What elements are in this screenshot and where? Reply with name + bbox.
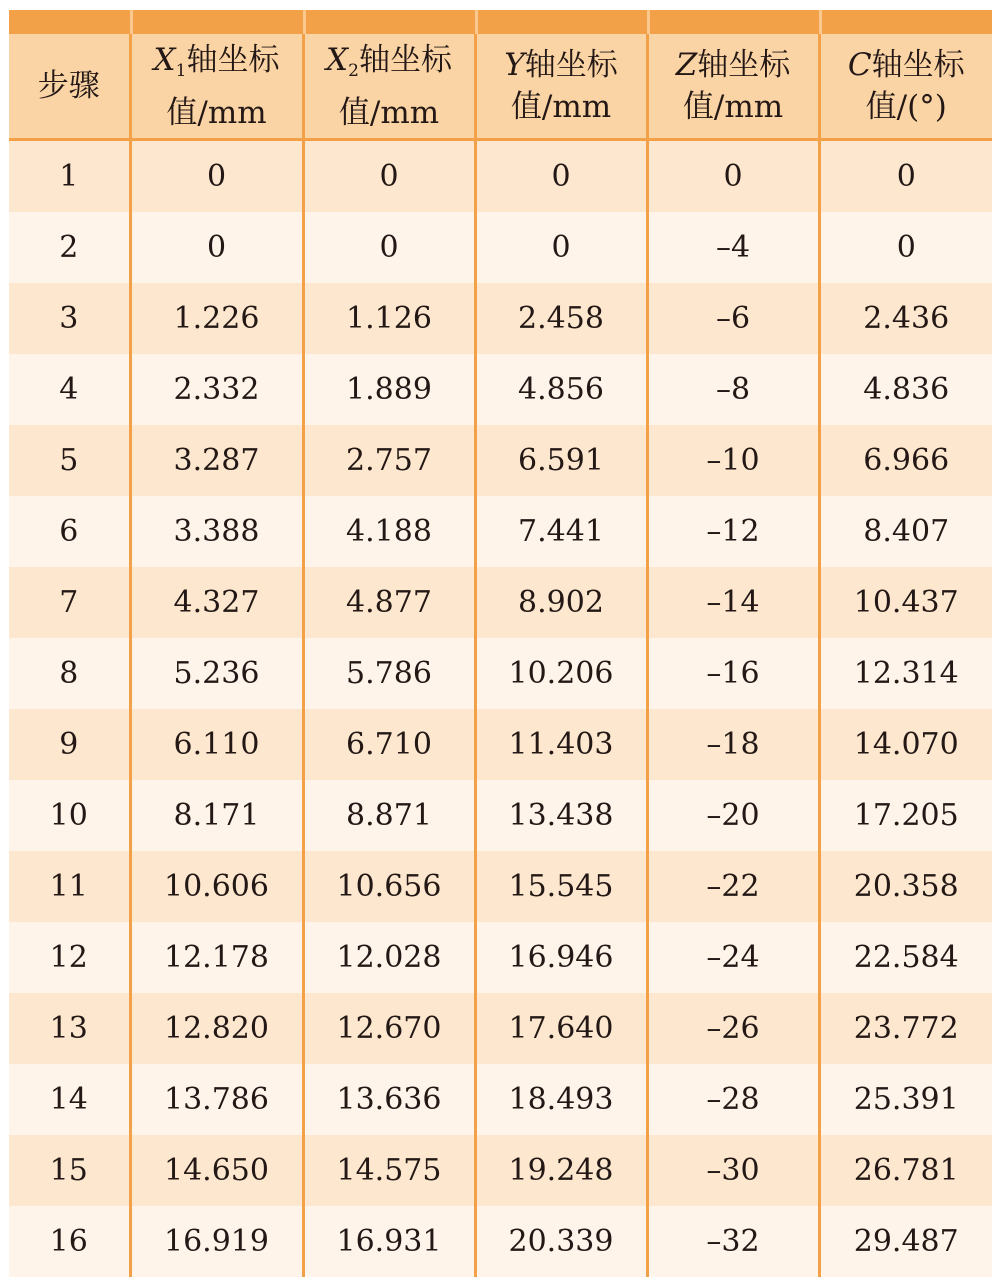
z-cell: –16: [647, 638, 819, 709]
x2-cell: 4.188: [303, 496, 475, 567]
header-x2-var: X: [326, 41, 349, 78]
header-x2-text: 轴坐标: [358, 41, 452, 78]
x2-cell: 10.656: [303, 851, 475, 922]
y-cell: 13.438: [475, 780, 647, 851]
table-row: [9, 1206, 992, 1277]
z-cell: –18: [647, 709, 819, 780]
z-cell: –22: [647, 851, 819, 922]
z-cell: 0: [647, 140, 819, 213]
z-cell: –6: [647, 283, 819, 354]
header-c-unit: 值/(°): [865, 89, 947, 125]
header-c-line1: [821, 44, 993, 86]
z-cell: –14: [647, 567, 819, 638]
x1-cell: 12.820: [130, 993, 303, 1064]
top-band-cell: [130, 10, 303, 34]
top-band-cell: [819, 10, 992, 34]
header-x2: [303, 34, 475, 140]
step-cell: 8: [9, 638, 130, 709]
z-cell: –4: [647, 212, 819, 283]
y-cell: 18.493: [475, 1064, 647, 1135]
y-cell: 8.902: [475, 567, 647, 638]
header-x1-sub: 1: [175, 60, 187, 81]
x1-cell: 1.226: [130, 283, 303, 354]
c-cell: 20.358: [819, 851, 992, 922]
c-cell: 12.314: [819, 638, 992, 709]
step-cell: 1: [9, 140, 130, 213]
table-row: [9, 709, 992, 780]
c-cell: 29.487: [819, 1206, 992, 1277]
step-cell: 11: [9, 851, 130, 922]
step-cell: 3: [9, 283, 130, 354]
table-row: [9, 922, 992, 993]
x1-cell: 3.388: [130, 496, 303, 567]
x1-cell: 13.786: [130, 1064, 303, 1135]
z-cell: –24: [647, 922, 819, 993]
header-z-var: Z: [675, 47, 698, 83]
x2-cell: 12.670: [303, 993, 475, 1064]
x2-cell: 12.028: [303, 922, 475, 993]
header-y-var: Y: [504, 47, 525, 83]
step-cell: 6: [9, 496, 130, 567]
c-cell: 2.436: [819, 283, 992, 354]
x1-cell: 3.287: [130, 425, 303, 496]
z-cell: –12: [647, 496, 819, 567]
step-cell: 10: [9, 780, 130, 851]
header-z: [647, 34, 819, 140]
table-row: [9, 140, 992, 213]
header-c-var: C: [847, 47, 872, 83]
y-cell: 17.640: [475, 993, 647, 1064]
x2-cell: 13.636: [303, 1064, 475, 1135]
x1-cell: 12.178: [130, 922, 303, 993]
table-row: [9, 780, 992, 851]
header-x2-sub: 2: [348, 60, 359, 81]
y-cell: 16.946: [475, 922, 647, 993]
z-cell: –30: [647, 1135, 819, 1206]
table-row: [9, 638, 992, 709]
step-cell: 15: [9, 1135, 130, 1206]
table-row: [9, 283, 992, 354]
step-cell: 16: [9, 1206, 130, 1277]
step-cell: 9: [9, 709, 130, 780]
x1-cell: 0: [130, 212, 303, 283]
y-cell: 19.248: [475, 1135, 647, 1206]
table-top-band: [9, 10, 992, 34]
c-cell: 0: [819, 140, 992, 213]
x1-cell: 14.650: [130, 1135, 303, 1206]
c-cell: 22.584: [819, 922, 992, 993]
header-x1-var: X: [153, 41, 176, 78]
top-band-cell: [9, 10, 130, 34]
header-x2-line1: [305, 39, 474, 92]
coordinate-table: [9, 34, 992, 1277]
y-cell: 2.458: [475, 283, 647, 354]
table-body: [9, 140, 992, 1278]
c-cell: 10.437: [819, 567, 992, 638]
x2-cell: 6.710: [303, 709, 475, 780]
table-row: [9, 1135, 992, 1206]
step-cell: 5: [9, 425, 130, 496]
c-cell: 8.407: [819, 496, 992, 567]
top-band-cell: [647, 10, 819, 34]
step-cell: 4: [9, 354, 130, 425]
x1-cell: 5.236: [130, 638, 303, 709]
c-cell: 4.836: [819, 354, 992, 425]
x1-cell: 4.327: [130, 567, 303, 638]
y-cell: 4.856: [475, 354, 647, 425]
x1-cell: 10.606: [130, 851, 303, 922]
header-z-line1: [649, 44, 818, 86]
header-row: [9, 34, 992, 140]
step-cell: 7: [9, 567, 130, 638]
c-cell: 26.781: [819, 1135, 992, 1206]
header-x2-unit: 值/mm: [338, 94, 440, 131]
table-row: [9, 851, 992, 922]
header-c-text: 轴坐标: [871, 47, 965, 83]
y-cell: 15.545: [475, 851, 647, 922]
x2-cell: 8.871: [303, 780, 475, 851]
top-band-cell: [475, 10, 647, 34]
step-cell: 2: [9, 212, 130, 283]
header-x1-line1: [132, 39, 302, 92]
header-c: [819, 34, 992, 140]
x1-cell: 0: [130, 140, 303, 213]
c-cell: 25.391: [819, 1064, 992, 1135]
header-y-line1: [477, 44, 646, 86]
y-cell: 0: [475, 212, 647, 283]
header-x1: [130, 34, 303, 140]
z-cell: –10: [647, 425, 819, 496]
x1-cell: 6.110: [130, 709, 303, 780]
header-y: [475, 34, 647, 140]
table-row: [9, 993, 992, 1064]
step-cell: 14: [9, 1064, 130, 1135]
header-z-text: 轴坐标: [697, 47, 791, 83]
z-cell: –26: [647, 993, 819, 1064]
table-row: [9, 1064, 992, 1135]
step-cell: 12: [9, 922, 130, 993]
x2-cell: 0: [303, 140, 475, 213]
table-row: [9, 354, 992, 425]
step-cell: 13: [9, 993, 130, 1064]
x2-cell: 1.889: [303, 354, 475, 425]
x2-cell: 0: [303, 212, 475, 283]
table-row: [9, 425, 992, 496]
x2-cell: 14.575: [303, 1135, 475, 1206]
z-cell: –32: [647, 1206, 819, 1277]
y-cell: 10.206: [475, 638, 647, 709]
x2-cell: 16.931: [303, 1206, 475, 1277]
y-cell: 20.339: [475, 1206, 647, 1277]
c-cell: 0: [819, 212, 992, 283]
table-header: [9, 34, 992, 140]
x2-cell: 2.757: [303, 425, 475, 496]
header-y-text: 轴坐标: [524, 47, 618, 83]
c-cell: 23.772: [819, 993, 992, 1064]
header-x1-unit: 值/mm: [166, 94, 267, 131]
z-cell: –28: [647, 1064, 819, 1135]
y-cell: 7.441: [475, 496, 647, 567]
z-cell: –8: [647, 354, 819, 425]
table-row: [9, 567, 992, 638]
y-cell: 11.403: [475, 709, 647, 780]
header-z-unit: 值/mm: [682, 89, 784, 125]
table-row: [9, 496, 992, 567]
x1-cell: 8.171: [130, 780, 303, 851]
coordinate-table-container: [9, 10, 992, 1277]
header-step-label: 步骤: [37, 68, 100, 104]
x1-cell: 2.332: [130, 354, 303, 425]
c-cell: 17.205: [819, 780, 992, 851]
c-cell: 6.966: [819, 425, 992, 496]
y-cell: 6.591: [475, 425, 647, 496]
x2-cell: 1.126: [303, 283, 475, 354]
y-cell: 0: [475, 140, 647, 213]
c-cell: 14.070: [819, 709, 992, 780]
header-step: [9, 34, 130, 140]
header-x1-text: 轴坐标: [186, 41, 280, 78]
x1-cell: 16.919: [130, 1206, 303, 1277]
x2-cell: 4.877: [303, 567, 475, 638]
top-band-cell: [303, 10, 475, 34]
table-row: [9, 212, 992, 283]
header-y-unit: 值/mm: [510, 89, 612, 125]
x2-cell: 5.786: [303, 638, 475, 709]
z-cell: –20: [647, 780, 819, 851]
